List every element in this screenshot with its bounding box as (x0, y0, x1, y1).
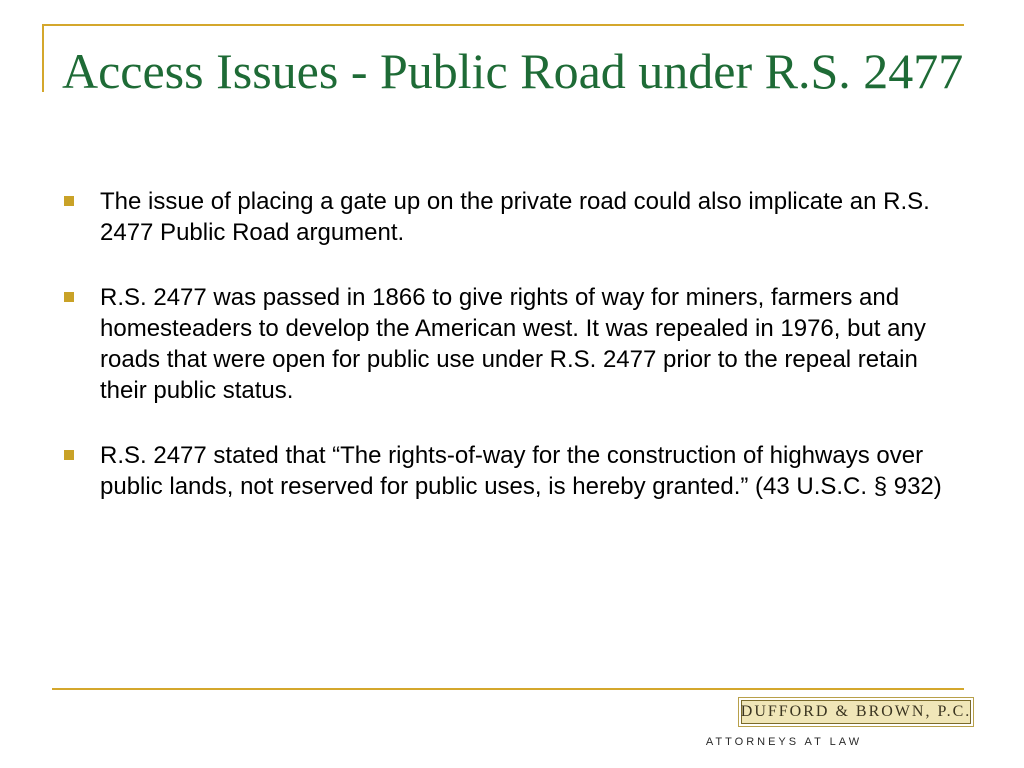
bullet-list (64, 186, 964, 536)
bullet-item (64, 282, 964, 406)
bullet-text: The issue of placing a gate up on the private road could also implicate an R.S. 2477 Public Road argument. (100, 188, 930, 246)
bullet-text: R.S. 2477 was passed in 1866 to give rights of way for miners, farmers and homesteaders to develop the American west. It was repealed in 1976, but any roads that were open for public use under R.S. 2477 prior to the repeal retain their public status. (100, 284, 926, 404)
square-bullet-icon (64, 450, 74, 460)
firm-logo (741, 700, 971, 724)
bullet-item (64, 186, 964, 248)
firm-logo-tagline: ATTORNEYS AT LAW (705, 736, 863, 748)
slide-title: Access Issues - Public Road under R.S. 2477 (62, 43, 964, 99)
bottom-rule (52, 688, 964, 690)
square-bullet-icon (64, 292, 74, 302)
bullet-item (64, 440, 964, 502)
bullet-text: R.S. 2477 stated that “The rights-of-way for the construction of highways over public lands, not reserved for public uses, is hereby granted.” (43 U.S.C. § 932) (100, 442, 942, 500)
top-rule (42, 24, 964, 26)
firm-logo-name: DUFFORD & BROWN, P.C. (740, 703, 972, 720)
square-bullet-icon (64, 196, 74, 206)
left-rule (42, 24, 44, 92)
